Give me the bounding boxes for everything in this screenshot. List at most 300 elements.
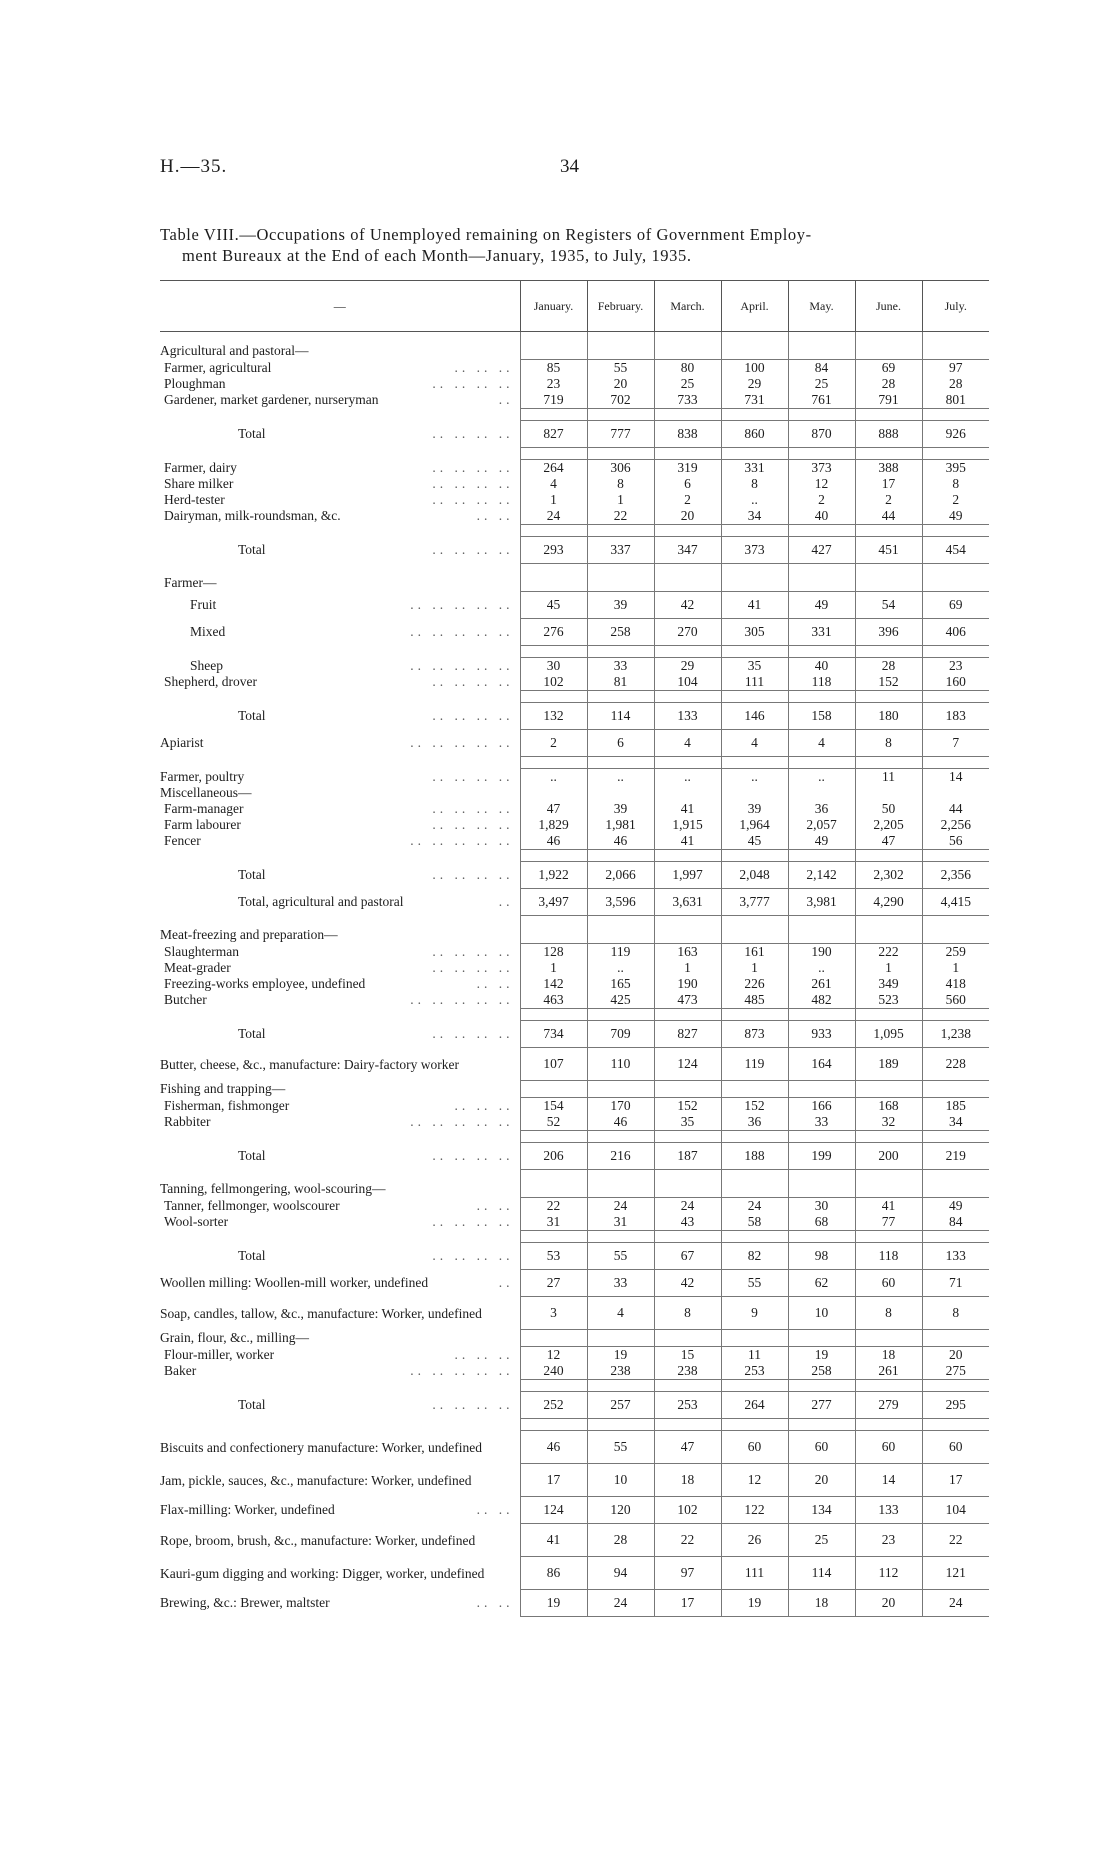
- month-value-cell: 1: [654, 960, 721, 976]
- spacer-cell: [160, 646, 520, 658]
- month-value-cell: 454: [922, 537, 989, 564]
- spacer-cell: [922, 1231, 989, 1243]
- leader-dots: .. .. .. ..: [432, 708, 514, 723]
- spacer-cell: [654, 691, 721, 703]
- month-value-cell: 60: [855, 1270, 922, 1297]
- label-text: Apiarist: [160, 735, 204, 750]
- spacer-cell: [788, 332, 855, 344]
- spacer-row: [160, 646, 989, 658]
- spacer-cell: [788, 916, 855, 928]
- spacer-cell: [721, 525, 788, 537]
- month-value-cell: 11: [855, 769, 922, 786]
- month-value-cell: 104: [654, 674, 721, 691]
- month-value-cell: 23: [922, 658, 989, 675]
- month-value-cell: 190: [788, 944, 855, 961]
- month-value-cell: [922, 1081, 989, 1098]
- month-value-cell: 258: [788, 1363, 855, 1380]
- spacer-cell: [721, 691, 788, 703]
- section-heading: [160, 1330, 520, 1347]
- month-value-cell: 28: [855, 376, 922, 392]
- spacer-row: [160, 1231, 989, 1243]
- month-value-cell: [721, 927, 788, 944]
- label-text: Farmer, agricultural: [164, 359, 272, 375]
- month-value-cell: 160: [922, 674, 989, 691]
- label-text: Rope, broom, brush, &c., manufacture: Worker, undefined: [160, 1532, 476, 1548]
- spacer-cell: [922, 564, 989, 576]
- month-value-cell: 111: [721, 674, 788, 691]
- label-text: Farm-manager: [164, 801, 244, 816]
- spacer-cell: [721, 1131, 788, 1143]
- month-value-cell: 34: [922, 1114, 989, 1131]
- month-value-cell: [922, 785, 989, 801]
- month-value-cell: 19: [520, 1590, 587, 1617]
- month-value-cell: 228: [922, 1048, 989, 1081]
- occupation-label: [160, 1497, 520, 1524]
- total-label: [160, 703, 520, 730]
- month-value-cell: 6: [654, 476, 721, 492]
- month-value-cell: 11: [721, 1347, 788, 1364]
- month-value-cell: 1: [855, 960, 922, 976]
- spacer-cell: [721, 448, 788, 460]
- total-row: [160, 537, 989, 564]
- total-label: [160, 1143, 520, 1170]
- month-value-cell: 44: [922, 801, 989, 817]
- month-value-cell: 10: [587, 1464, 654, 1497]
- month-value-cell: 2,066: [587, 862, 654, 889]
- leader-dots: .. .. .. ..: [432, 492, 514, 507]
- table-row: [160, 1557, 989, 1590]
- month-value-cell: 331: [721, 460, 788, 477]
- label-text: Dairyman, milk-roundsman, &c.: [164, 508, 341, 524]
- month-value-cell: 22: [587, 508, 654, 525]
- month-value-cell: 62: [788, 1270, 855, 1297]
- spacer-cell: [721, 1419, 788, 1431]
- month-value-cell: 114: [788, 1557, 855, 1590]
- spacer-cell: [922, 409, 989, 421]
- month-value-cell: 8: [922, 1297, 989, 1330]
- month-value-cell: 158: [788, 703, 855, 730]
- month-value-cell: 111: [721, 1557, 788, 1590]
- spacer-cell: [587, 1380, 654, 1392]
- spacer-cell: [855, 1231, 922, 1243]
- month-value-cell: 349: [855, 976, 922, 992]
- month-value-cell: [654, 1081, 721, 1098]
- month-value-cell: [788, 927, 855, 944]
- month-value-cell: 8: [654, 1297, 721, 1330]
- month-value-cell: [587, 785, 654, 801]
- spacer-cell: [922, 757, 989, 769]
- spacer-cell: [520, 332, 587, 344]
- month-value-cell: [788, 785, 855, 801]
- month-value-cell: 39: [587, 592, 654, 619]
- spacer-cell: [520, 1170, 587, 1182]
- spacer-cell: [160, 1380, 520, 1392]
- leader-dots: ..: [498, 894, 514, 909]
- month-value-cell: 142: [520, 976, 587, 992]
- month-value-cell: 190: [654, 976, 721, 992]
- month-value-cell: ..: [788, 769, 855, 786]
- total-row: [160, 421, 989, 448]
- leader-dots: .. .. .. ..: [432, 960, 514, 975]
- label-text: Shepherd, drover: [164, 674, 257, 690]
- month-value-cell: 46: [587, 833, 654, 850]
- month-value-cell: 425: [587, 992, 654, 1009]
- section-heading-row: [160, 1081, 989, 1098]
- month-value-cell: [855, 1330, 922, 1347]
- month-value-cell: 71: [922, 1270, 989, 1297]
- month-value-cell: 146: [721, 703, 788, 730]
- occupation-label: [160, 658, 520, 675]
- month-value-cell: 2: [520, 730, 587, 757]
- month-value-cell: 3: [520, 1297, 587, 1330]
- month-value-cell: 49: [788, 592, 855, 619]
- table-row: [160, 992, 989, 1009]
- month-value-cell: 8: [922, 476, 989, 492]
- month-value-cell: 731: [721, 392, 788, 409]
- month-value-cell: 22: [922, 1524, 989, 1557]
- month-value-cell: 277: [788, 1392, 855, 1419]
- month-value-cell: 60: [922, 1431, 989, 1464]
- label-text: Biscuits and confectionery manufacture: Worker, undefined: [160, 1439, 483, 1455]
- spacer-cell: [654, 916, 721, 928]
- occupation-label: [160, 944, 520, 961]
- label-text: Miscellaneous—: [160, 785, 252, 800]
- month-value-cell: 252: [520, 1392, 587, 1419]
- month-value-cell: [721, 1081, 788, 1098]
- spacer-cell: [654, 1131, 721, 1143]
- spacer-row: [160, 409, 989, 421]
- label-text: Slaughterman: [164, 943, 239, 959]
- month-value-cell: 873: [721, 1021, 788, 1048]
- month-value-cell: 19: [587, 1347, 654, 1364]
- month-value-cell: 42: [654, 592, 721, 619]
- month-value-cell: 238: [587, 1363, 654, 1380]
- month-value-cell: 45: [721, 833, 788, 850]
- spacer-cell: [855, 409, 922, 421]
- spacer-cell: [520, 850, 587, 862]
- table-row: [160, 476, 989, 492]
- occupation-label: [160, 360, 520, 377]
- month-value-cell: 261: [855, 1363, 922, 1380]
- month-value-cell: 33: [788, 1114, 855, 1131]
- month-value-cell: 3,596: [587, 889, 654, 916]
- month-value-cell: [721, 1330, 788, 1347]
- table-title: [160, 224, 990, 266]
- month-value-cell: 827: [520, 421, 587, 448]
- month-value-cell: 33: [587, 1270, 654, 1297]
- month-value-cell: 3,631: [654, 889, 721, 916]
- month-value-cell: 216: [587, 1143, 654, 1170]
- spacer-cell: [788, 646, 855, 658]
- month-value-cell: 107: [520, 1048, 587, 1081]
- leader-dots: .. .. .. .. ..: [410, 597, 514, 612]
- month-value-cell: 373: [788, 460, 855, 477]
- spacer-cell: [788, 564, 855, 576]
- month-value-cell: 1,964: [721, 817, 788, 833]
- label-text: Rabbiter: [164, 1114, 211, 1130]
- spacer-row: [160, 850, 989, 862]
- spacer-cell: [520, 409, 587, 421]
- month-value-cell: 55: [587, 360, 654, 377]
- month-value-cell: 2: [654, 492, 721, 508]
- occupation-label: [160, 992, 520, 1009]
- month-value-cell: 2: [922, 492, 989, 508]
- month-value-cell: 253: [721, 1363, 788, 1380]
- month-value-cell: 100: [721, 360, 788, 377]
- spacer-row: [160, 448, 989, 460]
- month-value-cell: 81: [587, 674, 654, 691]
- label-text: Farmer—: [164, 575, 217, 591]
- spacer-cell: [788, 1380, 855, 1392]
- label-text: Fishing and trapping—: [160, 1081, 286, 1096]
- spacer-cell: [788, 1419, 855, 1431]
- month-value-cell: 24: [520, 508, 587, 525]
- spacer-cell: [160, 564, 520, 576]
- month-value-cell: 17: [855, 476, 922, 492]
- month-value-cell: 305: [721, 619, 788, 646]
- month-value-cell: 3,497: [520, 889, 587, 916]
- month-value-cell: 69: [922, 592, 989, 619]
- leader-dots: .. .. .. ..: [432, 1248, 514, 1263]
- occupation-label: [160, 769, 520, 786]
- label-text: Tanner, fellmonger, woolscourer: [164, 1197, 340, 1213]
- month-value-cell: 104: [922, 1497, 989, 1524]
- month-value-cell: 933: [788, 1021, 855, 1048]
- month-value-cell: 97: [654, 1557, 721, 1590]
- table-row: [160, 944, 989, 961]
- total-label: [160, 1392, 520, 1419]
- spacer-cell: [587, 1231, 654, 1243]
- column-header-occupation: —: [160, 281, 520, 332]
- table-row: [160, 730, 989, 757]
- month-value-cell: 47: [520, 801, 587, 817]
- leader-dots: .. .. .. ..: [432, 426, 514, 441]
- leader-dots: .. .. .. .. ..: [410, 624, 514, 639]
- spacer-cell: [160, 850, 520, 862]
- spacer-cell: [160, 1131, 520, 1143]
- total-label: [160, 421, 520, 448]
- spacer-cell: [587, 448, 654, 460]
- occupation-label: [160, 476, 520, 492]
- month-value-cell: [654, 785, 721, 801]
- spacer-cell: [520, 1131, 587, 1143]
- month-value-cell: 55: [721, 1270, 788, 1297]
- spacer-cell: [721, 646, 788, 658]
- month-value-cell: ..: [587, 960, 654, 976]
- spacer-cell: [788, 525, 855, 537]
- spacer-cell: [855, 525, 922, 537]
- month-value-cell: 347: [654, 537, 721, 564]
- label-text: Total: [238, 867, 266, 882]
- spacer-cell: [922, 1009, 989, 1021]
- month-value-cell: 121: [922, 1557, 989, 1590]
- label-text: Fruit: [190, 597, 217, 612]
- month-value-cell: 12: [788, 476, 855, 492]
- total-label: [160, 889, 520, 916]
- month-value-cell: 777: [587, 421, 654, 448]
- leader-dots: .. .. .. ..: [432, 674, 514, 690]
- month-value-cell: 337: [587, 537, 654, 564]
- month-value-cell: 84: [922, 1214, 989, 1231]
- month-value-cell: 55: [587, 1243, 654, 1270]
- month-value-cell: 222: [855, 944, 922, 961]
- month-value-cell: 35: [721, 658, 788, 675]
- label-text: Total: [238, 1148, 266, 1163]
- month-value-cell: 926: [922, 421, 989, 448]
- occupation-label: [160, 392, 520, 409]
- table-body: [160, 332, 989, 1617]
- occupation-label: [160, 1048, 520, 1081]
- table-row: [160, 1048, 989, 1081]
- label-text: Total: [238, 1026, 266, 1041]
- label-text: Baker: [164, 1363, 197, 1379]
- month-value-cell: 279: [855, 1392, 922, 1419]
- month-value-cell: ..: [721, 769, 788, 786]
- month-value-cell: 482: [788, 992, 855, 1009]
- month-value-cell: 373: [721, 537, 788, 564]
- month-value-cell: 133: [922, 1243, 989, 1270]
- table-row: [160, 1431, 989, 1464]
- table-row: [160, 592, 989, 619]
- month-value-cell: 128: [520, 944, 587, 961]
- month-value-cell: 4: [721, 730, 788, 757]
- month-value-cell: 20: [654, 508, 721, 525]
- month-value-cell: 238: [654, 1363, 721, 1380]
- month-value-cell: [587, 1181, 654, 1198]
- month-value-cell: 8: [721, 476, 788, 492]
- total-row: [160, 1392, 989, 1419]
- spacer-cell: [160, 1419, 520, 1431]
- table-row: [160, 1464, 989, 1497]
- month-value-cell: 860: [721, 421, 788, 448]
- month-value-cell: 82: [721, 1243, 788, 1270]
- occupation-label: [160, 1347, 520, 1364]
- month-value-cell: 58: [721, 1214, 788, 1231]
- spacer-row: [160, 757, 989, 769]
- spacer-cell: [520, 525, 587, 537]
- month-value-cell: 734: [520, 1021, 587, 1048]
- spacer-cell: [922, 332, 989, 344]
- month-value-cell: 161: [721, 944, 788, 961]
- month-value-cell: 17: [922, 1464, 989, 1497]
- spacer-cell: [721, 1170, 788, 1182]
- month-value-cell: 41: [721, 592, 788, 619]
- page-number: 34: [560, 156, 579, 177]
- spacer-cell: [855, 646, 922, 658]
- spacer-cell: [788, 1009, 855, 1021]
- table-row: [160, 492, 989, 508]
- spacer-cell: [587, 691, 654, 703]
- occupation-label: [160, 1114, 520, 1131]
- column-header-month: May.: [788, 281, 855, 332]
- spacer-cell: [855, 691, 922, 703]
- month-value-cell: 50: [855, 801, 922, 817]
- month-value-cell: 8: [855, 1297, 922, 1330]
- section-heading: [160, 1081, 520, 1098]
- spacer-row: [160, 1131, 989, 1143]
- month-value-cell: 206: [520, 1143, 587, 1170]
- month-value-cell: 44: [855, 508, 922, 525]
- spacer-cell: [654, 757, 721, 769]
- spacer-cell: [587, 1131, 654, 1143]
- occupation-label: [160, 1431, 520, 1464]
- occupation-label: [160, 1098, 520, 1115]
- month-value-cell: 219: [922, 1143, 989, 1170]
- spacer-cell: [520, 916, 587, 928]
- month-value-cell: 2,256: [922, 817, 989, 833]
- month-value-cell: [520, 927, 587, 944]
- total-label: [160, 537, 520, 564]
- leader-dots: .. .. .. ..: [432, 801, 514, 816]
- spacer-cell: [587, 1170, 654, 1182]
- spacer-cell: [654, 1380, 721, 1392]
- table-row: [160, 619, 989, 646]
- spacer-cell: [788, 1231, 855, 1243]
- leader-dots: .. .. .. ..: [432, 1214, 514, 1230]
- month-value-cell: [587, 1081, 654, 1098]
- month-value-cell: 31: [587, 1214, 654, 1231]
- month-value-cell: 188: [721, 1143, 788, 1170]
- section-heading-row: [160, 575, 989, 592]
- spacer-cell: [922, 448, 989, 460]
- month-value-cell: 152: [721, 1098, 788, 1115]
- label-text: Total, agricultural and pastoral: [238, 894, 404, 909]
- month-value-cell: ..: [721, 492, 788, 508]
- month-value-cell: 77: [855, 1214, 922, 1231]
- month-value-cell: 49: [922, 1198, 989, 1215]
- month-value-cell: 306: [587, 460, 654, 477]
- spacer-cell: [788, 757, 855, 769]
- month-value-cell: 110: [587, 1048, 654, 1081]
- month-value-cell: 36: [788, 801, 855, 817]
- spacer-cell: [654, 409, 721, 421]
- occupation-label: [160, 674, 520, 691]
- occupation-label: [160, 1214, 520, 1231]
- month-value-cell: 15: [654, 1347, 721, 1364]
- month-value-cell: 888: [855, 421, 922, 448]
- spacer-cell: [654, 646, 721, 658]
- label-text: Total: [238, 708, 266, 723]
- month-value-cell: 94: [587, 1557, 654, 1590]
- table-row: [160, 658, 989, 675]
- table-row: [160, 1098, 989, 1115]
- month-value-cell: 84: [788, 360, 855, 377]
- month-value-cell: 28: [922, 376, 989, 392]
- month-value-cell: 187: [654, 1143, 721, 1170]
- label-text: Sheep: [190, 657, 223, 673]
- month-value-cell: 55: [587, 1431, 654, 1464]
- table-row: [160, 817, 989, 833]
- label-text: Farmer, dairy: [164, 459, 237, 475]
- leader-dots: .. ..: [476, 508, 514, 524]
- month-value-cell: 1,922: [520, 862, 587, 889]
- month-value-cell: 28: [587, 1524, 654, 1557]
- spacer-row: [160, 691, 989, 703]
- total-row: [160, 1243, 989, 1270]
- month-value-cell: 319: [654, 460, 721, 477]
- leader-dots: .. ..: [476, 1502, 514, 1517]
- month-value-cell: ..: [654, 769, 721, 786]
- month-value-cell: 67: [654, 1243, 721, 1270]
- month-value-cell: 25: [654, 376, 721, 392]
- table-row: [160, 1590, 989, 1617]
- month-value-cell: 166: [788, 1098, 855, 1115]
- month-value-cell: 463: [520, 992, 587, 1009]
- leader-dots: .. .. .. .. ..: [410, 1363, 514, 1379]
- occupation-label: [160, 833, 520, 850]
- table-row: [160, 833, 989, 850]
- spacer-cell: [855, 757, 922, 769]
